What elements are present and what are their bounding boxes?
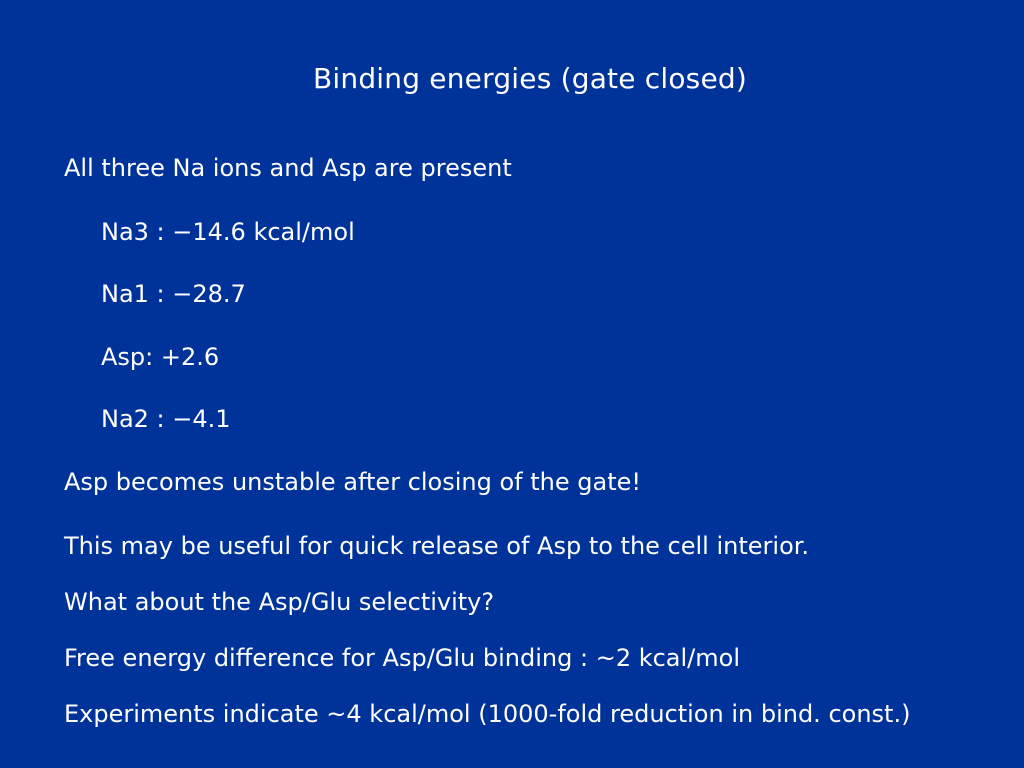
statement-experiments: Experiments indicate ~4 kcal/mol (1000-fold reduction in bind. const.) (64, 700, 911, 728)
energy-na2: Na2 : −4.1 (101, 405, 231, 433)
energy-na1: Na1 : −28.7 (101, 280, 246, 308)
energy-na3: Na3 : −14.6 kcal/mol (101, 218, 355, 246)
intro-text: All three Na ions and Asp are present (64, 154, 512, 182)
slide-title: Binding energies (gate closed) (313, 62, 747, 95)
statement-selectivity-question: What about the Asp/Glu selectivity? (64, 588, 495, 616)
statement-asp-unstable: Asp becomes unstable after closing of the gate! (64, 468, 641, 496)
statement-quick-release: This may be useful for quick release of Asp to the cell interior. (64, 532, 810, 560)
energy-asp: Asp: +2.6 (101, 343, 220, 371)
statement-free-energy: Free energy difference for Asp/Glu binding : ~2 kcal/mol (64, 644, 740, 672)
